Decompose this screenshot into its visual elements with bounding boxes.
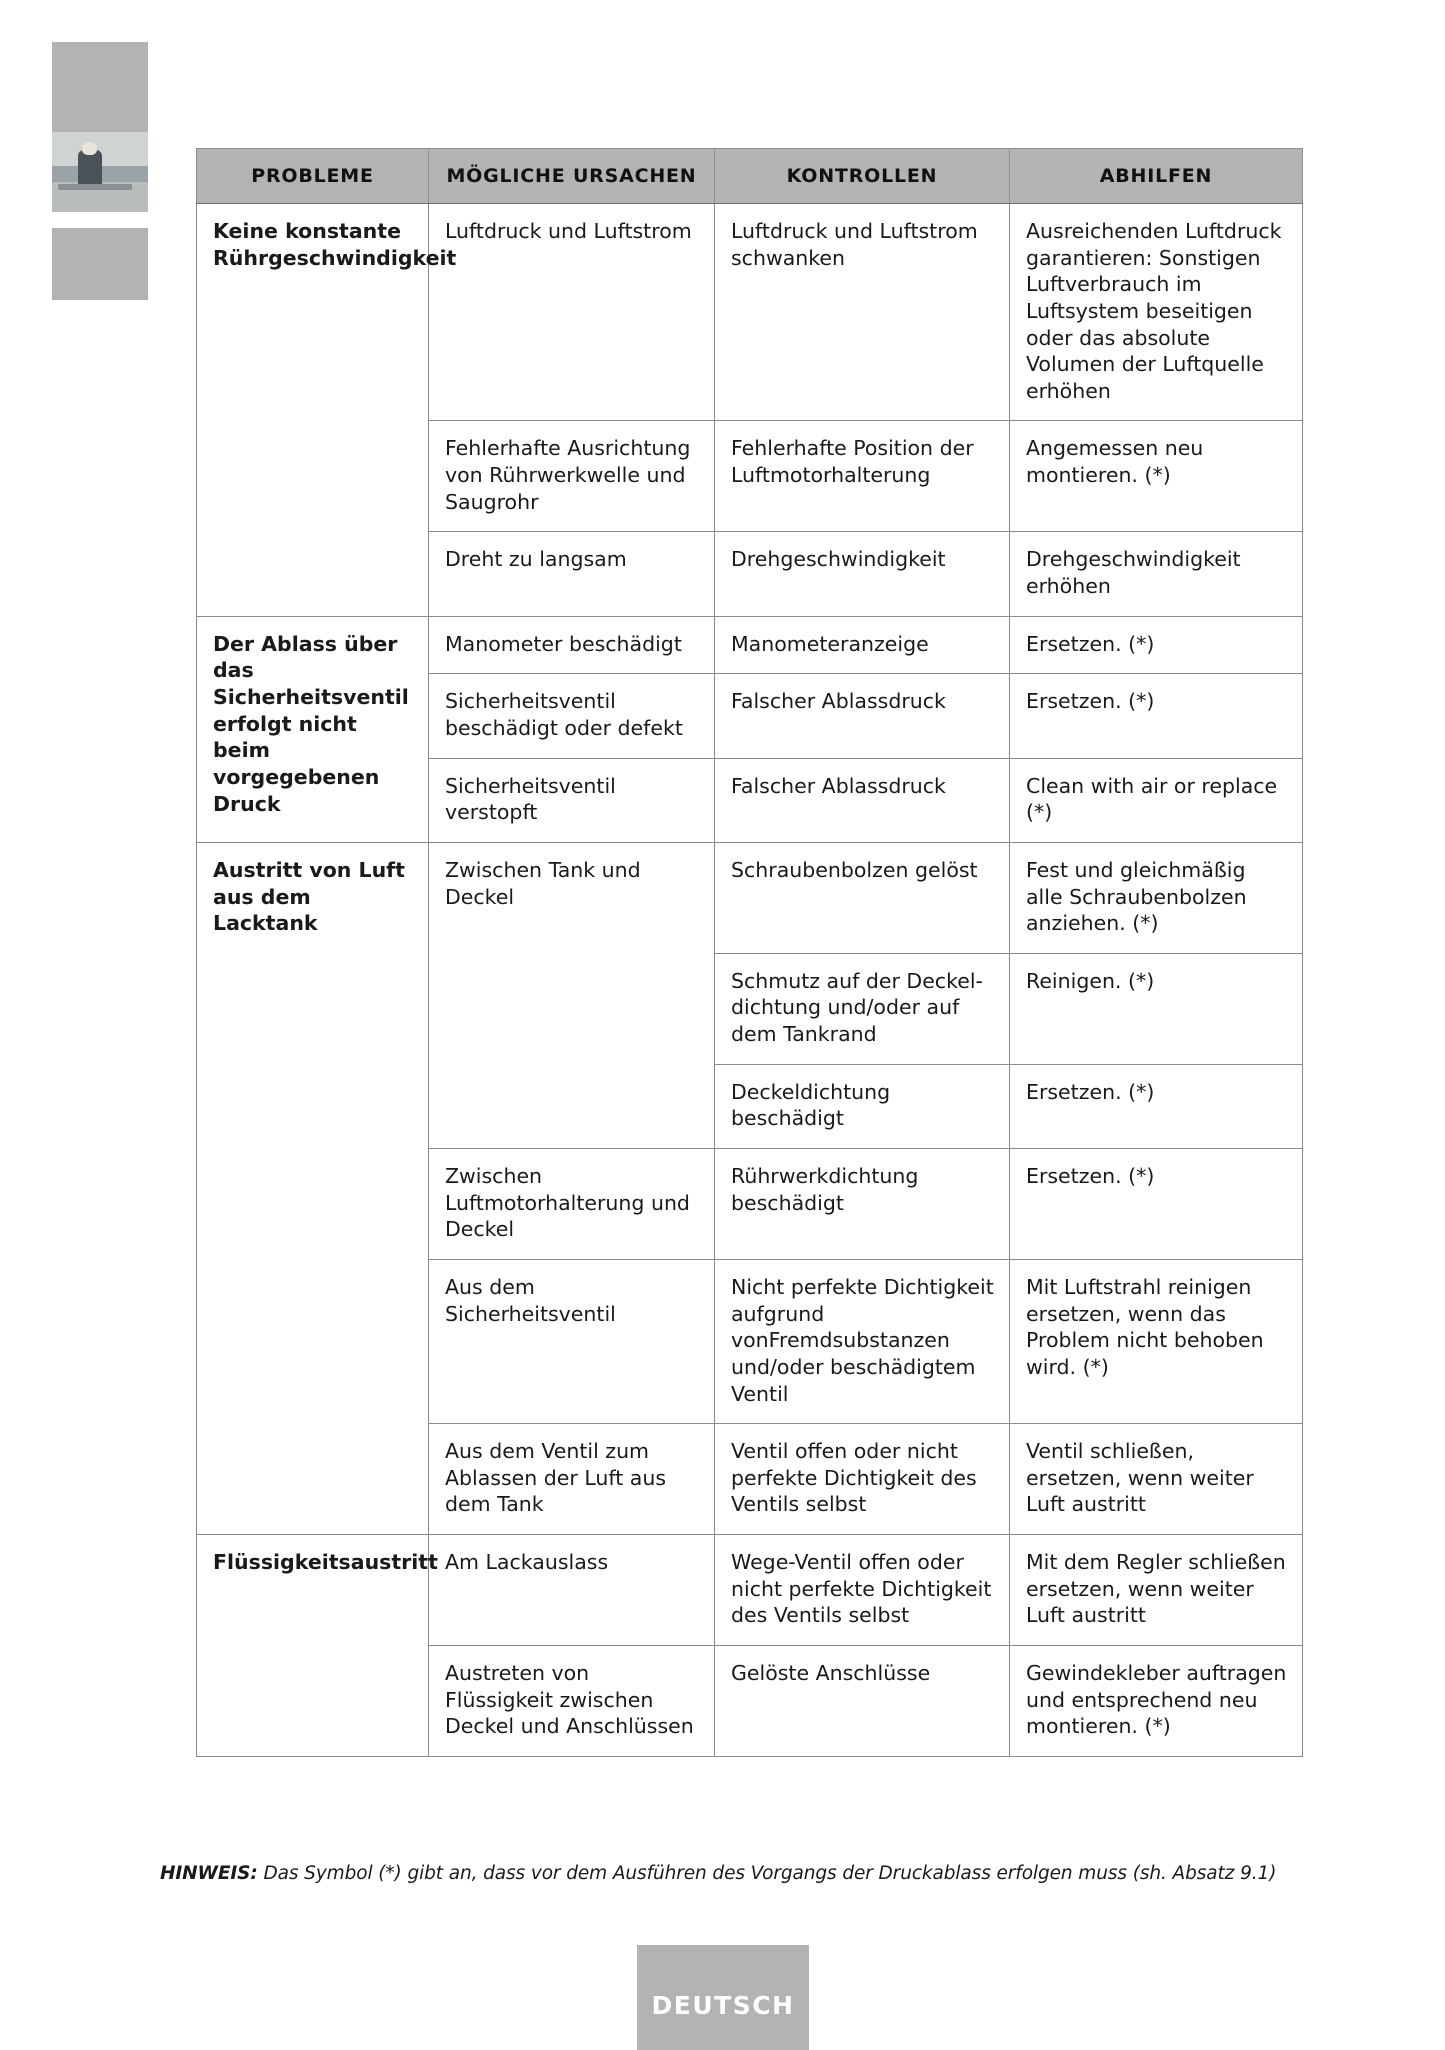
- cell-cause: Aus dem Ventil zum Ablassen der Luft aus dem Tank: [429, 1424, 715, 1535]
- footnote-text: Das Symbol (*) gibt an, dass vor dem Ausführen des Vorgangs der Druckablass erfolgen muss (sh. Absatz 9.1): [257, 1863, 1277, 1884]
- cell-control: Ventil offen oder nicht perfekte Dichtigkeit des Ventils selbst: [715, 1424, 1010, 1535]
- cell-remedy: Mit dem Regler schließen ersetzen, wenn weiter Luft austritt: [1010, 1535, 1303, 1646]
- cell-problem: Austritt von Luft aus dem Lacktank: [197, 842, 429, 1534]
- cell-control: Falscher Ablassdruck: [715, 674, 1010, 758]
- cell-cause: Aus dem Sicherheitsventil: [429, 1259, 715, 1423]
- cell-remedy: Angemessen neu montieren. (*): [1010, 421, 1303, 532]
- cell-control: Gelöste Anschlüsse: [715, 1645, 1010, 1756]
- cell-control: Schraubenbolzen gelöst: [715, 842, 1010, 953]
- cell-remedy: Fest und gleichmäßig alle Schraubenbolzen anziehen. (*): [1010, 842, 1303, 953]
- cell-problem: Keine konstante Rührgeschwindigkeit: [197, 204, 429, 617]
- cell-control: Falscher Ablassdruck: [715, 758, 1010, 842]
- footnote-label: HINWEIS:: [160, 1863, 258, 1884]
- cell-problem: Flüssigkeitsaustritt: [197, 1535, 429, 1757]
- photo-foreground-bar: [58, 184, 132, 190]
- table-header-row: [197, 149, 1303, 204]
- decorative-block-bottom: [52, 228, 148, 300]
- table-row: [197, 204, 1303, 421]
- cell-remedy: Ersetzen. (*): [1010, 674, 1303, 758]
- cell-control: Rührwerkdichtung beschädigt: [715, 1149, 1010, 1260]
- cell-control: Nicht perfekte Dichtigkeit aufgrund vonFremdsubstanzen und/oder beschädigtem Ventil: [715, 1259, 1010, 1423]
- cell-cause: Sicherheitsventil beschädigt oder defekt: [429, 674, 715, 758]
- table-row: [197, 842, 1303, 953]
- column-header-kontrollen: KONTROLLEN: [715, 149, 1010, 204]
- cell-control: Schmutz auf der Deckel- dichtung und/oder auf dem Tankrand: [715, 953, 1010, 1064]
- cell-remedy: Ersetzen. (*): [1010, 616, 1303, 674]
- cell-cause: Luftdruck und Luftstrom: [429, 204, 715, 421]
- troubleshooting-table: [196, 148, 1303, 1757]
- photo-person-head: [82, 142, 97, 155]
- cell-control: Fehlerhafte Position der Luftmotorhalterung: [715, 421, 1010, 532]
- cell-remedy: Reinigen. (*): [1010, 953, 1303, 1064]
- column-header-abhilfen: ABHILFEN: [1010, 149, 1303, 204]
- cell-remedy: Clean with air or replace (*): [1010, 758, 1303, 842]
- cell-remedy: Ersetzen. (*): [1010, 1064, 1303, 1148]
- cell-remedy: Ersetzen. (*): [1010, 1149, 1303, 1260]
- troubleshooting-table-container: [196, 148, 1302, 1757]
- cell-cause: Am Lackauslass: [429, 1535, 715, 1646]
- left-decorative-column: [52, 42, 148, 300]
- footnote: [160, 1863, 1340, 1884]
- cell-control: Drehgeschwindigkeit: [715, 532, 1010, 616]
- cell-cause: Zwischen Luftmotorhalterung und Deckel: [429, 1149, 715, 1260]
- column-header-probleme: PROBLEME: [197, 149, 429, 204]
- cell-cause: Sicherheitsventil verstopft: [429, 758, 715, 842]
- photo-thumbnail: [52, 132, 148, 212]
- cell-cause: Manometer beschädigt: [429, 616, 715, 674]
- cell-control: Manometeranzeige: [715, 616, 1010, 674]
- language-tab: DEUTSCH: [637, 1945, 809, 2050]
- table-row: [197, 1535, 1303, 1646]
- cell-cause: Austreten von Flüssigkeit zwischen Deckel und Anschlüssen: [429, 1645, 715, 1756]
- cell-cause: Zwischen Tank und Deckel: [429, 842, 715, 1148]
- cell-remedy: Mit Luftstrahl reinigen ersetzen, wenn das Problem nicht behoben wird. (*): [1010, 1259, 1303, 1423]
- cell-remedy: Drehgeschwindigkeit erhöhen: [1010, 532, 1303, 616]
- cell-control: Deckeldichtung beschädigt: [715, 1064, 1010, 1148]
- cell-remedy: Ausreichenden Luftdruck garantieren: Sonstigen Luftverbrauch im Luftsystem beseitigen oder das absolute Volumen der Luftquelle erhöhen: [1010, 204, 1303, 421]
- cell-cause: Dreht zu langsam: [429, 532, 715, 616]
- table-row: [197, 616, 1303, 674]
- cell-control: Luftdruck und Luftstrom schwanken: [715, 204, 1010, 421]
- table-body: [197, 204, 1303, 1757]
- cell-remedy: Gewindekleber auftragen und entsprechend neu montieren. (*): [1010, 1645, 1303, 1756]
- cell-control: Wege-Ventil offen oder nicht perfekte Dichtigkeit des Ventils selbst: [715, 1535, 1010, 1646]
- cell-problem: Der Ablass über das Sicherheitsventil erfolgt nicht beim vorgegebenen Druck: [197, 616, 429, 842]
- cell-remedy: Ventil schließen, ersetzen, wenn weiter Luft austritt: [1010, 1424, 1303, 1535]
- column-header-moegliche-ursachen: MÖGLICHE URSACHEN: [429, 149, 715, 204]
- cell-cause: Fehlerhafte Ausrichtung von Rührwerkwelle und Saugrohr: [429, 421, 715, 532]
- decorative-block-top: [52, 42, 148, 132]
